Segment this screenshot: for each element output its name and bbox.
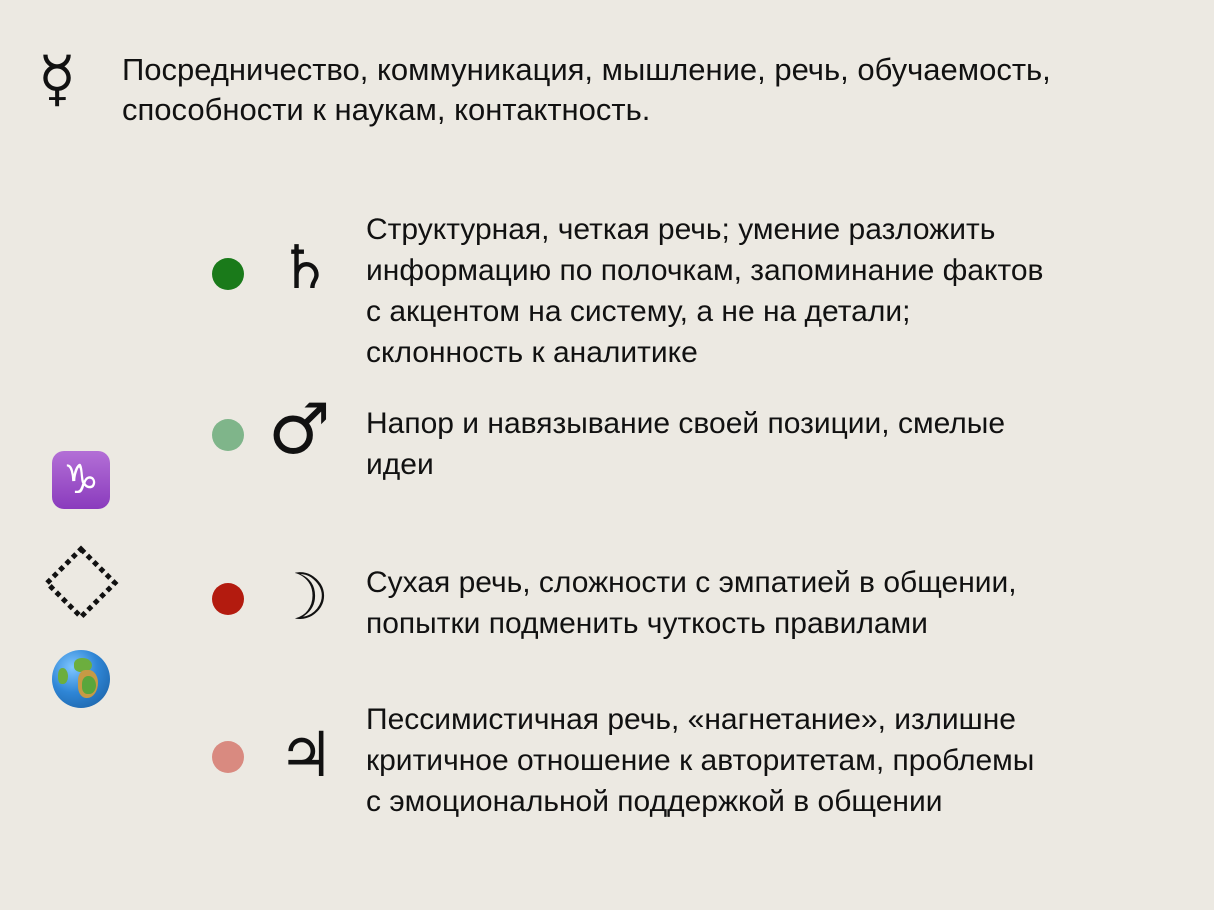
saturn-icon: ♄ (278, 233, 332, 303)
status-dot (212, 258, 244, 290)
status-dot (212, 583, 244, 615)
aspect-description: Структурная, четкая речь; умение разложить информацию по полочкам, запоминание фактов с акцентом на систему, а не на детали; склонность к аналитике (366, 213, 1044, 369)
aspect-description: Напор и навязывание своей позиции, смелые идеи (366, 407, 1006, 481)
mars-icon: ♂ (268, 388, 331, 470)
jupiter-icon: ♃ (278, 718, 334, 791)
capricorn-icon: ♑ (52, 451, 110, 509)
dotted-square-icon (38, 540, 124, 626)
status-dot (212, 419, 244, 451)
earth-globe-icon (52, 650, 110, 708)
mercury-icon: ☿ (38, 42, 77, 115)
aspect-description: Пессимистичная речь, «нагнетание», излишне критичное отношение к авторитетам, проблемы с эмоциональной поддержкой в общении (366, 703, 1035, 818)
aspect-description: Сухая речь, сложности с эмпатией в общении, попытки подменить чуткость правилами (366, 566, 1017, 640)
header-text (122, 50, 1051, 130)
moon-icon: ☽ (272, 561, 330, 635)
header-line-2: способности к наукам, контактность. (122, 92, 651, 127)
status-dot (212, 741, 244, 773)
header-line-1: Посредничество, коммуникация, мышление, речь, обучаемость, (122, 52, 1051, 87)
